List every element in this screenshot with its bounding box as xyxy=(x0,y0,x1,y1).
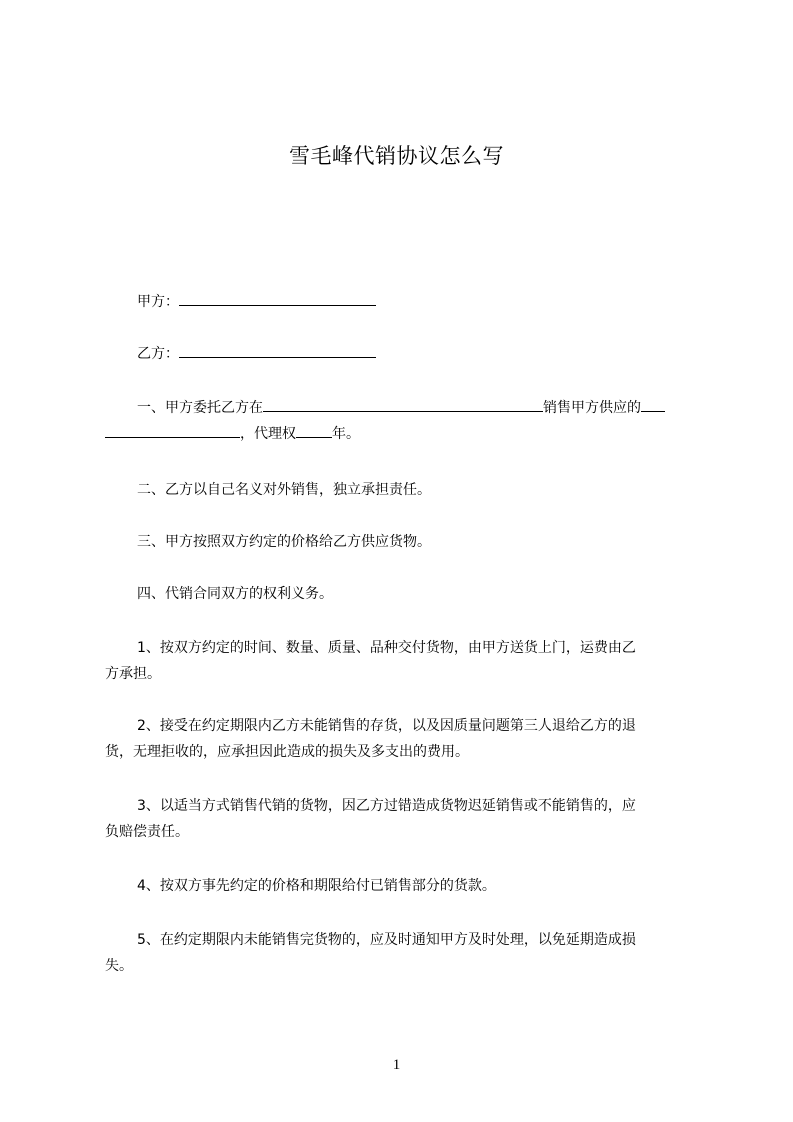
item-5-line-2: 失。 xyxy=(105,958,133,974)
item-1-line-1: 1、按双方约定的时间、数量、质量、品种交付货物，由甲方送货上门，运费由乙 xyxy=(137,640,636,656)
item-2-line-2: 货，无理拒收的，应承担因此造成的损失及多支出的费用。 xyxy=(105,744,469,760)
party-b-line xyxy=(137,344,376,364)
clause-3: 三、甲方按照双方约定的价格给乙方供应货物。 xyxy=(137,534,431,550)
clause-4: 四、代销合同双方的权利义务。 xyxy=(137,586,333,602)
item-4: 4、按双方事先约定的价格和期限给付已销售部分的货款。 xyxy=(137,878,496,894)
clause-1-product-blank-a[interactable] xyxy=(641,398,665,412)
party-a-blank[interactable] xyxy=(179,292,376,306)
party-b-blank[interactable] xyxy=(179,344,376,358)
clause-1-line-1 xyxy=(137,398,665,418)
item-1-line-2: 方承担。 xyxy=(105,666,161,682)
item-3-line-2: 负赔偿责任。 xyxy=(105,824,189,840)
clause-2: 二、乙方以自己名义对外销售，独立承担责任。 xyxy=(137,482,431,498)
clause-1-suffix: ，代理权 xyxy=(240,426,296,442)
party-b-label: 乙方： xyxy=(137,346,179,362)
clause-1-term-blank[interactable] xyxy=(296,424,332,438)
clause-1-middle: 销售甲方供应的 xyxy=(543,400,641,416)
page-number: 1 xyxy=(392,1057,401,1073)
party-a-line xyxy=(137,292,376,312)
party-a-label: 甲方： xyxy=(137,294,179,310)
clause-1-line-2 xyxy=(105,424,360,444)
clause-1-product-blank-b[interactable] xyxy=(105,424,240,438)
clause-1-end: 年。 xyxy=(332,426,360,442)
item-2-line-1: 2、接受在约定期限内乙方未能销售的存货，以及因质量问题第三人退给乙方的退 xyxy=(137,718,636,734)
document-title: 雪毛峰代销协议怎么写 xyxy=(289,144,504,168)
clause-1-location-blank[interactable] xyxy=(263,398,543,412)
item-3-line-1: 3、以适当方式销售代销的货物，因乙方过错造成货物迟延销售或不能销售的，应 xyxy=(137,798,636,814)
item-5-line-1: 5、在约定期限内未能销售完货物的，应及时通知甲方及时处理，以免延期造成损 xyxy=(137,932,636,948)
clause-1-prefix: 一、甲方委托乙方在 xyxy=(137,400,263,416)
